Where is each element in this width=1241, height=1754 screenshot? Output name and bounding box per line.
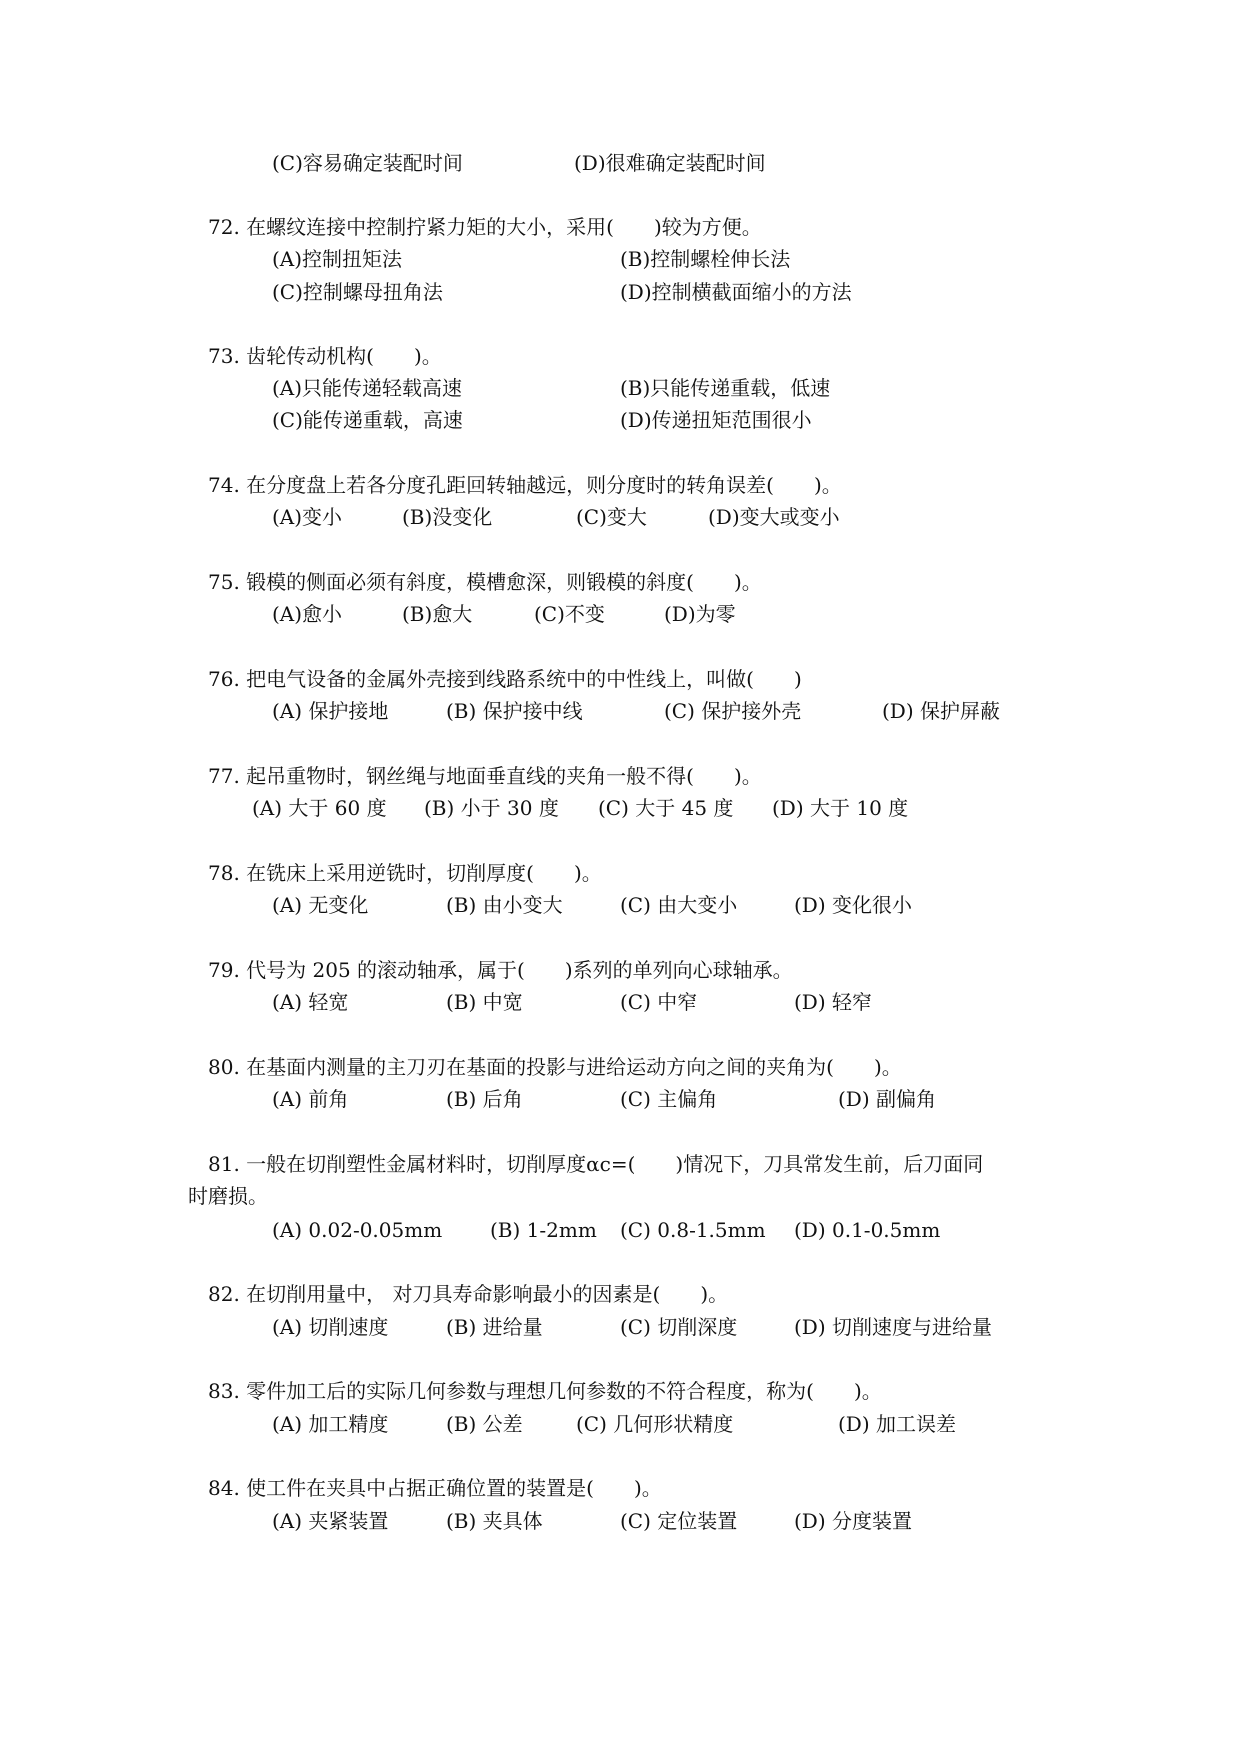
option-b: (B) 夹具体 [446,1509,543,1533]
question-80-stem: 80. 在基面内测量的主刀刃在基面的投影与进给运动方向之间的夹角为( )。 [208,1055,902,1079]
option-b: (B) 后角 [446,1087,523,1111]
option-d: (D) 轻窄 [794,990,872,1014]
question-82-stem: 82. 在切削用量中， 对刀具寿命影响最小的因素是( )。 [208,1282,729,1306]
option-d: (D)控制横截面缩小的方法 [620,280,852,304]
option-b: (B)控制螺栓伸长法 [620,247,791,271]
option-d: (D) 副偏角 [838,1087,936,1111]
question-81-stem-continued: 时磨损。 [188,1184,268,1208]
question-76-stem: 76. 把电气设备的金属外壳接到线路系统中的中性线上，叫做( ) [208,667,802,691]
option-a: (A) 夹紧装置 [272,1509,389,1533]
option-d: (D)传递扭矩范围很小 [620,408,812,432]
option-a: (A) 轻宽 [272,990,349,1014]
question-83-stem: 83. 零件加工后的实际几何参数与理想几何参数的不符合程度，称为( )。 [208,1379,882,1403]
question-81-stem: 81. 一般在切削塑性金属材料时，切削厚度αc=( )情况下，刀具常发生前，后刀面同 [208,1152,984,1176]
option-d: (D)很难确定装配时间 [574,151,766,175]
option-b: (B) 进给量 [446,1315,543,1339]
option-d: (D) 保护屏蔽 [882,699,1000,723]
option-b: (B) 中宽 [446,990,523,1014]
option-a: (A)控制扭矩法 [272,247,403,271]
option-a: (A) 保护接地 [272,699,389,723]
question-74-stem: 74. 在分度盘上若各分度孔距回转轴越远，则分度时的转角误差( )。 [208,473,842,497]
option-d: (D) 0.1-0.5mm [794,1218,941,1242]
option-c: (C)能传递重载，高速 [272,408,463,432]
option-c: (C) 保护接外壳 [664,699,802,723]
option-b: (B) 公差 [446,1412,523,1436]
question-79-stem: 79. 代号为 205 的滚动轴承，属于( )系列的单列向心球轴承。 [208,958,793,982]
option-b: (B) 由小变大 [446,893,563,917]
option-b: (B) 1-2mm [490,1218,597,1242]
option-a: (A) 前角 [272,1087,349,1111]
option-b: (B) 小于 30 度 [424,796,559,820]
option-b: (B) 保护接中线 [446,699,583,723]
option-a: (A) 加工精度 [272,1412,389,1436]
question-78-stem: 78. 在铣床上采用逆铣时，切削厚度( )。 [208,861,602,885]
option-b: (B)只能传递重载，低速 [620,376,831,400]
option-c: (C) 几何形状精度 [576,1412,734,1436]
option-a: (A) 0.02-0.05mm [272,1218,443,1242]
option-c: (C)控制螺母扭角法 [272,280,443,304]
option-b: (B)没变化 [402,505,493,529]
option-d: (D) 切削速度与进给量 [794,1315,992,1339]
option-b: (B)愈大 [402,602,473,626]
question-73-stem: 73. 齿轮传动机构( )。 [208,344,442,368]
option-a: (A) 无变化 [272,893,369,917]
option-c: (C) 定位装置 [620,1509,738,1533]
question-75-stem: 75. 锻模的侧面必须有斜度，模槽愈深，则锻模的斜度( )。 [208,570,762,594]
option-d: (D) 变化很小 [794,893,912,917]
option-c: (C) 由大变小 [620,893,738,917]
option-c: (C) 大于 45 度 [598,796,734,820]
option-a: (A) 大于 60 度 [252,796,387,820]
option-a: (A)变小 [272,505,343,529]
option-c: (C) 中窄 [620,990,698,1014]
option-a: (A)只能传递轻载高速 [272,376,463,400]
option-d: (D) 分度装置 [794,1509,912,1533]
question-72-stem: 72. 在螺纹连接中控制拧紧力矩的大小，采用( )较为方便。 [208,215,762,239]
option-c: (C) 0.8-1.5mm [620,1218,766,1242]
option-a: (A)愈小 [272,602,343,626]
option-c: (C) 主偏角 [620,1087,718,1111]
question-77-stem: 77. 起吊重物时，钢丝绳与地面垂直线的夹角一般不得( )。 [208,764,762,788]
option-d: (D) 大于 10 度 [772,796,909,820]
option-c: (C)变大 [576,505,647,529]
option-a: (A) 切削速度 [272,1315,389,1339]
option-c: (C)不变 [534,602,605,626]
option-d: (D)变大或变小 [708,505,840,529]
option-d: (D)为零 [664,602,736,626]
option-d: (D) 加工误差 [838,1412,956,1436]
option-c: (C) 切削深度 [620,1315,738,1339]
question-84-stem: 84. 使工件在夹具中占据正确位置的装置是( )。 [208,1476,662,1500]
option-c: (C)容易确定装配时间 [272,151,463,175]
